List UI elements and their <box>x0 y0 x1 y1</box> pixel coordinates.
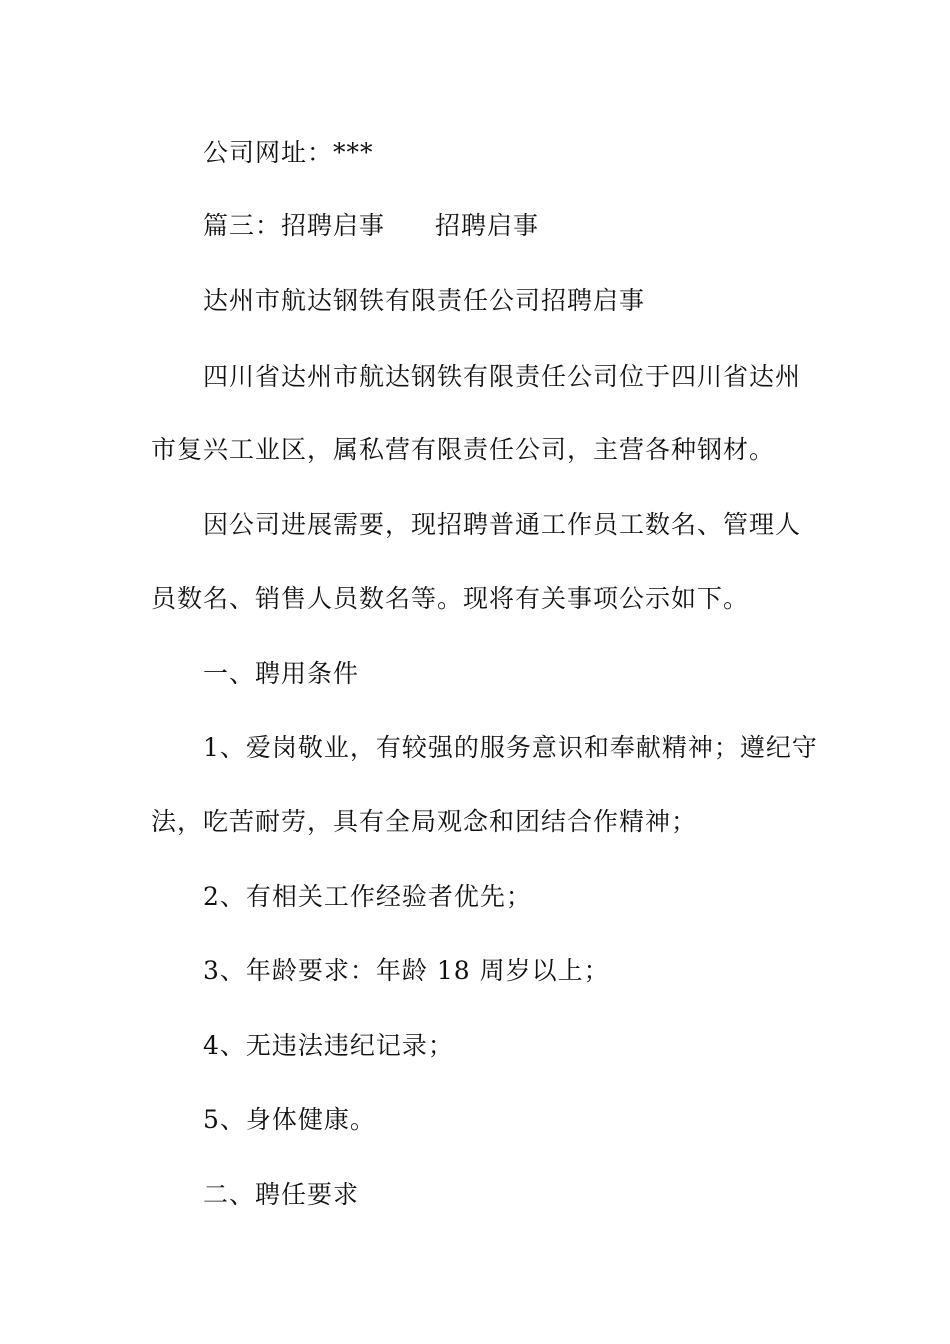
condition-3: 3、年龄要求：年龄 18 周岁以上； <box>203 956 610 985</box>
condition-2: 2、有相关工作经验者优先； <box>203 882 532 911</box>
chapter-heading <box>203 211 539 241</box>
condition-1-line-2: 法，吃苦耐劳，具有全局观念和团结合作精神； <box>151 807 698 836</box>
need-paragraph-line-2: 员数名、销售人员数名等。现将有关事项公示如下。 <box>151 584 750 613</box>
condition-4: 4、无违法违纪记录； <box>203 1031 454 1060</box>
company-heading: 达州市航达钢铁有限责任公司招聘启事 <box>203 286 646 315</box>
website-line: 公司网址：*** <box>203 138 374 167</box>
section-2-title: 二、聘任要求 <box>203 1180 360 1209</box>
chapter-label: 篇三：招聘启事 <box>203 211 386 240</box>
intro-paragraph-line-1: 四川省达州市航达钢铁有限责任公司位于四川省达州 <box>203 362 802 391</box>
need-paragraph-line-1: 因公司进展需要，现招聘普通工作员工数名、管理人 <box>203 510 802 539</box>
section-1-title: 一、聘用条件 <box>203 659 360 688</box>
chapter-title: 招聘启事 <box>435 211 540 240</box>
condition-1-line-1: 1、爱岗敬业，有较强的服务意识和奉献精神；遵纪守 <box>203 733 818 762</box>
condition-5: 5、身体健康。 <box>203 1105 376 1134</box>
intro-paragraph-line-2: 市复兴工业区，属私营有限责任公司，主营各种钢材。 <box>151 435 776 464</box>
